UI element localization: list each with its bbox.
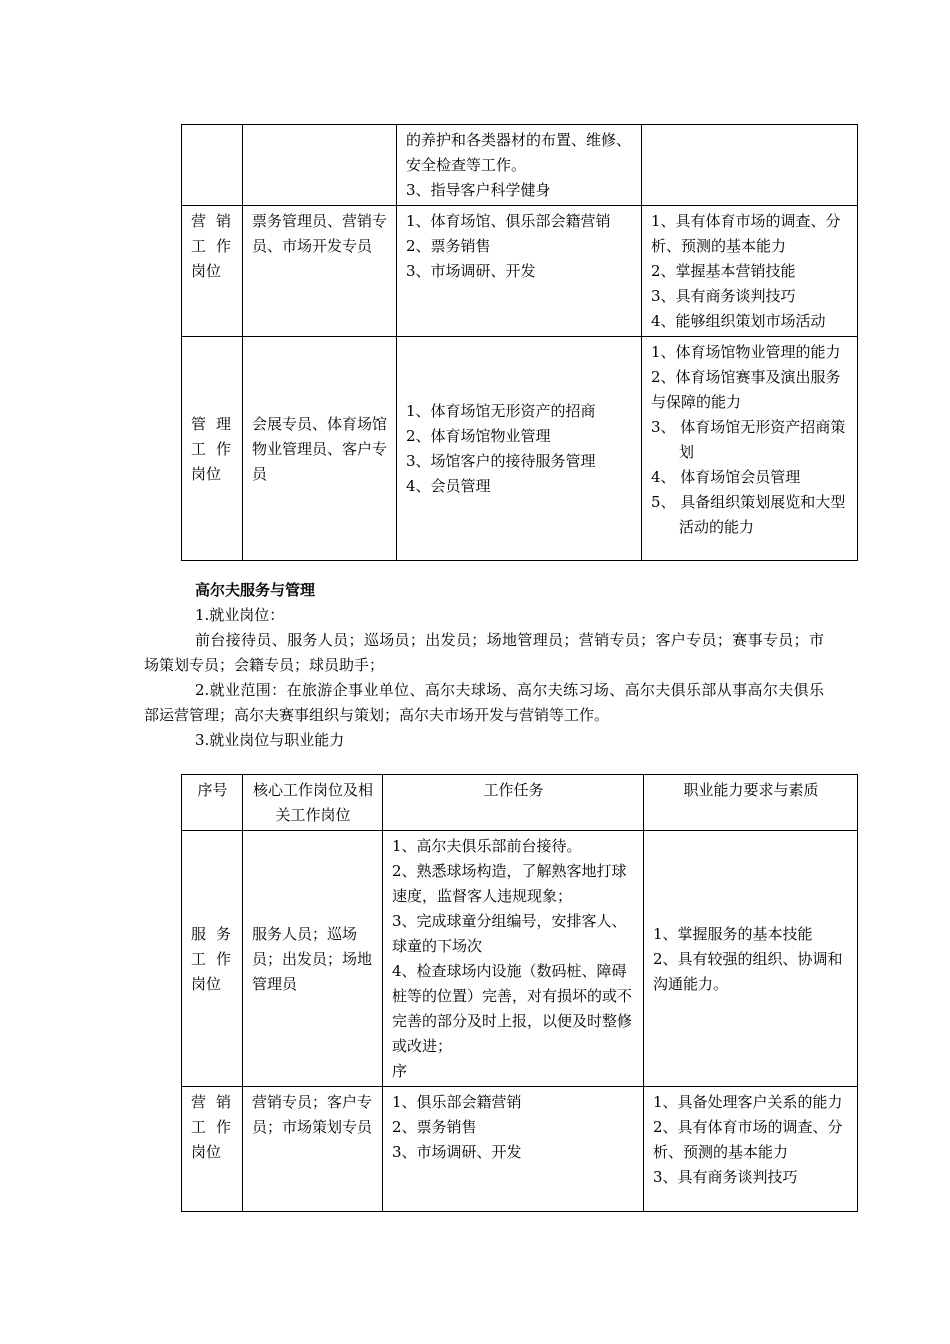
ability-item: 1、具有体育市场的调查、分析、预测的基本能力 <box>651 212 841 255</box>
task-item: 2、体育场馆物业管理 <box>406 427 551 445</box>
position-cell <box>182 831 243 1087</box>
tasks-cell <box>397 337 642 561</box>
jobs-cell <box>243 125 397 206</box>
jobs-text: 服务人员；巡场员；出发员；场地管理员 <box>252 924 373 993</box>
abilities-cell <box>644 831 858 1087</box>
item-3-label: 3.就业岗位与职业能力 <box>195 731 345 749</box>
task-item: 2、票务销售 <box>392 1118 477 1136</box>
task-item: 1、高尔夫俱乐部前台接待。 <box>392 837 582 855</box>
tasks-cell <box>397 125 642 206</box>
table-golf-jobs <box>181 774 858 1212</box>
jobs-text: 会展专员、体育场馆物业管理员、客户专员 <box>252 414 388 483</box>
task-item: 3、指导客户科学健身 <box>406 181 551 199</box>
position-cell <box>182 206 243 337</box>
task-item: 序 <box>392 1062 408 1080</box>
task-item: 2、票务销售 <box>406 237 491 255</box>
abilities-cell <box>642 337 858 561</box>
item-2-text: 2.就业范围：在旅游企事业单位、高尔夫球场、高尔夫练习场、高尔夫俱乐部从事高尔夫俱乐部运营管理；高尔夫赛事组织与策划；高尔夫市场开发与营销等工作。 <box>144 681 824 724</box>
position-line: 岗位 <box>191 974 222 993</box>
header-cell: 职业能力要求与素质 <box>644 775 858 831</box>
header-cell: 序号 <box>182 775 243 831</box>
ability-item: 1、具备处理客户关系的能力 <box>653 1093 843 1111</box>
jobs-text: 营销专员；客户专员；市场策划专员 <box>252 1093 373 1136</box>
table-row <box>182 831 858 1087</box>
table-header-row <box>182 775 858 831</box>
position-cell <box>182 125 243 206</box>
table-row <box>182 337 858 561</box>
abilities-cell <box>644 1087 858 1212</box>
task-item: 4、会员管理 <box>406 477 491 495</box>
tasks-cell <box>397 206 642 337</box>
table-row <box>182 1087 858 1212</box>
position-line: 工 作 <box>191 439 231 458</box>
task-item: 2、熟悉球场构造，了解熟客地打球速度，监督客人违规现象； <box>392 862 627 905</box>
tasks-cell <box>383 831 644 1087</box>
ability-item: 2、具有体育市场的调查、分析、预测的基本能力 <box>653 1118 843 1161</box>
task-item: 3、完成球童分组编号，安排客人、球童的下场次 <box>392 912 627 955</box>
ability-item: 3、 体育场馆无形资产招商策划 <box>651 418 846 461</box>
position-line: 工 作 <box>191 237 231 255</box>
position-line: 岗位 <box>191 262 222 280</box>
header-cell: 核心工作岗位及相关工作岗位 <box>243 775 383 831</box>
position-line: 岗位 <box>191 1143 222 1161</box>
position-line: 服 务 <box>191 924 231 943</box>
task-item: 的养护和各类器材的布置、维修、安全检查等工作。 <box>406 131 632 174</box>
jobs-cell <box>243 1087 383 1212</box>
position-line: 营 销 <box>191 1093 231 1111</box>
item-1-text: 前台接待员、服务人员；巡场员；出发员；场地管理员；营销专员；客户专员；赛事专员；市场策划专员；会籍专员；球员助手； <box>144 631 824 674</box>
table-row <box>182 206 858 337</box>
task-item: 1、体育场馆、俱乐部会籍营销 <box>406 212 611 230</box>
position-line: 管 理 <box>191 414 231 433</box>
jobs-cell <box>243 206 397 337</box>
ability-item: 3、具有商务谈判技巧 <box>653 1168 798 1186</box>
task-item: 3、场馆客户的接待服务管理 <box>406 452 596 470</box>
item-1-label: 1.就业岗位： <box>195 606 285 624</box>
ability-item: 2、体育场馆赛事及演出服务与保障的能力 <box>651 368 841 411</box>
task-item: 1、体育场馆无形资产的招商 <box>406 402 596 420</box>
jobs-cell <box>243 337 397 561</box>
tasks-cell <box>383 1087 644 1212</box>
task-item: 1、俱乐部会籍营销 <box>392 1093 522 1111</box>
header-cell: 工作任务 <box>383 775 644 831</box>
task-item: 3、市场调研、开发 <box>392 1143 522 1161</box>
task-item: 4、检查球场内设施（数码桩、障碍桩等的位置）完善，对有损坏的或不完善的部分及时上报，以便及时整修或改进； <box>392 962 633 1055</box>
position-cell <box>182 337 243 561</box>
position-line: 工 作 <box>191 949 231 968</box>
jobs-text: 票务管理员、营销专员、市场开发专员 <box>252 212 388 255</box>
position-line: 工 作 <box>191 1118 231 1136</box>
ability-item: 4、 体育场馆会员管理 <box>651 468 801 486</box>
position-line: 岗位 <box>191 464 222 483</box>
ability-item: 2、掌握基本营销技能 <box>651 262 796 280</box>
abilities-cell <box>642 125 858 206</box>
task-item: 3、市场调研、开发 <box>406 262 536 280</box>
ability-item: 5、 具备组织策划展览和大型活动的能力 <box>651 493 846 536</box>
table-sports-venue-continued <box>181 124 858 561</box>
ability-item: 1、体育场馆物业管理的能力 <box>651 343 841 361</box>
table-row <box>182 125 858 206</box>
section-heading: 高尔夫服务与管理 <box>195 581 316 599</box>
jobs-cell <box>243 831 383 1087</box>
ability-item: 3、具有商务谈判技巧 <box>651 287 796 305</box>
abilities-cell <box>642 206 858 337</box>
ability-item: 1、掌握服务的基本技能 <box>653 924 813 943</box>
ability-item: 2、具有较强的组织、协调和沟通能力。 <box>653 949 843 993</box>
position-line: 营 销 <box>191 212 231 230</box>
position-cell <box>182 1087 243 1212</box>
ability-item: 4、能够组织策划市场活动 <box>651 312 826 330</box>
